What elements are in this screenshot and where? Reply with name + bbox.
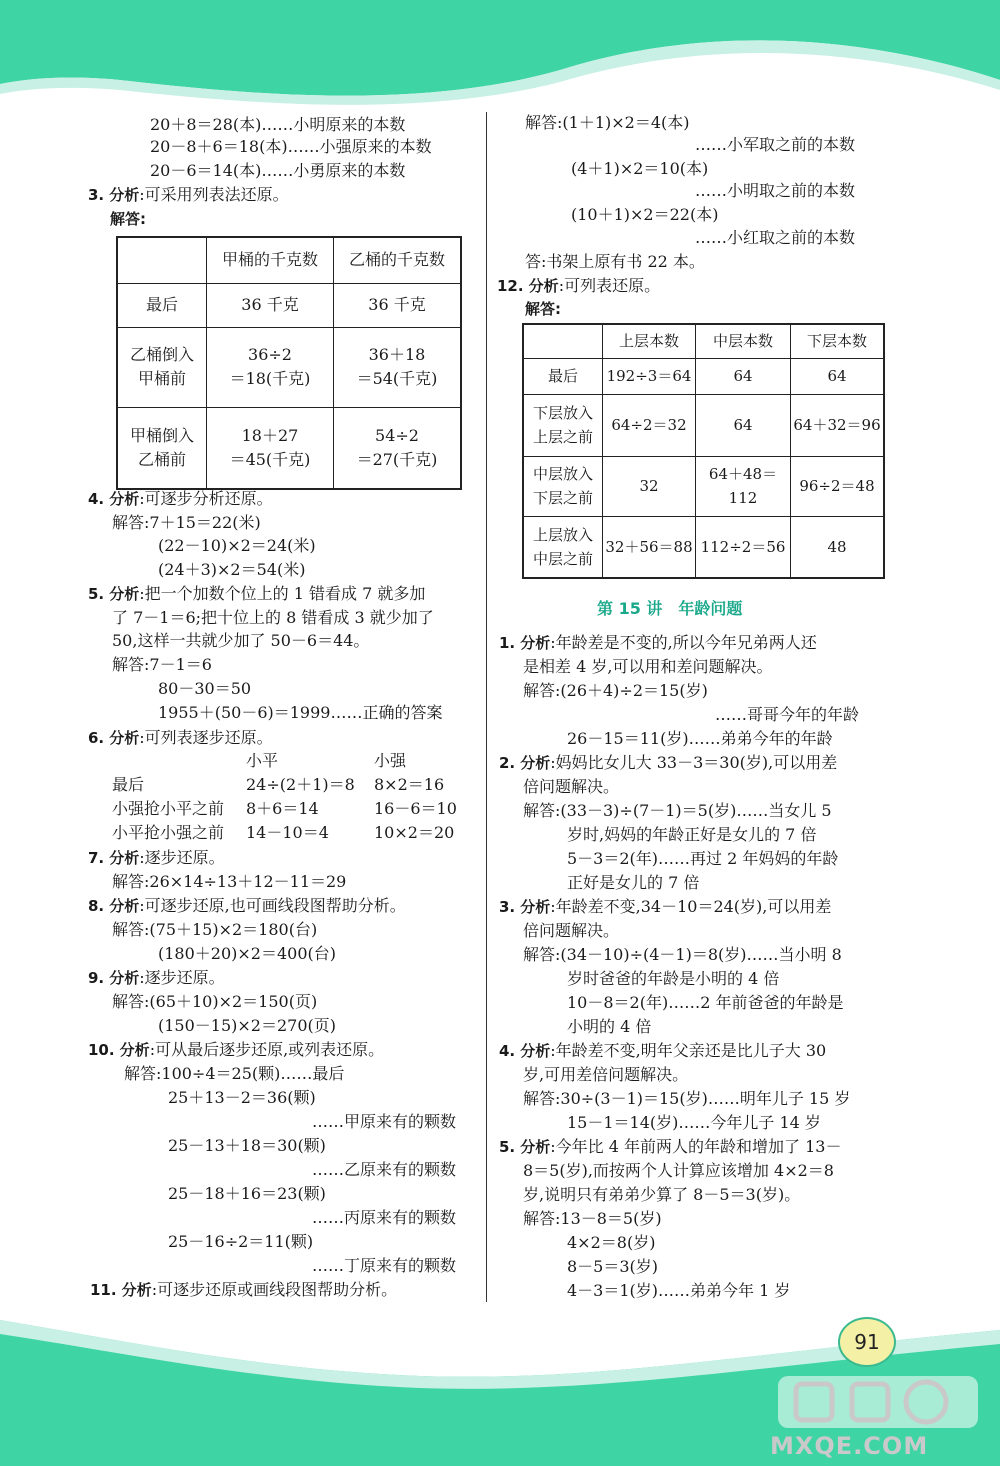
table-header: 乙桶的千克数 <box>334 237 462 283</box>
text-line: 20－8＋6＝18(本)……小强原来的本数 <box>150 137 432 156</box>
text-line: 岁时爸爸的年龄是小明的 4 倍 <box>567 969 780 988</box>
table-cell <box>523 516 603 578</box>
cell-line: ＝45(千克) <box>229 449 311 469</box>
text-line: 最后 <box>112 775 145 794</box>
text-line: 1955＋(50－6)＝1999……正确的答案 <box>158 703 443 722</box>
table-cell: 112÷2＝56 <box>696 516 791 578</box>
analysis-label: 分析 <box>119 1041 150 1059</box>
cell-line: 18＋27 <box>241 425 299 445</box>
problem-number: 8. <box>88 897 105 915</box>
text-line: 25－18＋16＝23(颗) <box>168 1184 326 1203</box>
question-2 <box>499 752 837 774</box>
text-line: 25－13＋18＝30(颗) <box>168 1136 326 1155</box>
table-cell: 64÷2＝32 <box>603 394 696 456</box>
text-line: 了 7－1＝6;把十位上的 8 错看成 3 就少加了 <box>112 608 434 627</box>
text-line: 岁,可用差倍问题解决。 <box>523 1065 689 1084</box>
text-line: 解答:(75＋15)×2＝180(台) <box>112 920 318 939</box>
answer-label-text: 解答: <box>110 210 146 228</box>
analysis-text: :可逐步还原,也可画线段图帮助分析。 <box>139 896 406 915</box>
analysis-label: 分析 <box>109 897 140 915</box>
analysis-text: :可列表还原。 <box>558 276 661 295</box>
analysis-text: :妈妈比女儿大 33－3＝30(岁),可以用差 <box>550 753 838 772</box>
problem-3 <box>88 184 289 206</box>
table-header: 上层本数 <box>603 324 696 358</box>
text-line: 25－16÷2＝11(颗) <box>168 1232 314 1251</box>
cell-line: 上层之前 <box>532 428 593 446</box>
analysis-label: 分析 <box>109 186 140 204</box>
text-line: 岁时,妈妈的年龄正好是女儿的 7 倍 <box>567 825 817 844</box>
table-cell: 64＋48＝112 <box>696 456 791 516</box>
analysis-label: 分析 <box>109 729 140 747</box>
shelf-table <box>522 323 885 579</box>
analysis-text: :年龄差是不变的,所以今年兄弟两人还 <box>550 633 817 652</box>
table-cell <box>117 327 207 407</box>
problem-12 <box>497 275 660 297</box>
cell-line: 36＋18 <box>368 345 426 364</box>
text-line: 解答:7－1＝6 <box>112 655 212 674</box>
text-line: 小平 <box>246 751 279 770</box>
cell-line: 中层之前 <box>532 549 593 568</box>
problem-number: 12. <box>497 277 524 295</box>
cell-line: 甲桶前 <box>137 369 186 388</box>
text-line: 20－6＝14(本)……小勇原来的本数 <box>150 161 406 180</box>
cell-line: ＝18(千克) <box>229 369 311 388</box>
text-line: 24÷(2＋1)＝8 <box>246 775 355 794</box>
table-cell <box>207 327 334 407</box>
problem-number: 2. <box>499 754 516 772</box>
text-line: 岁,说明只有弟弟少算了 8－5＝3(岁)。 <box>523 1185 801 1204</box>
bucket-table <box>116 236 462 490</box>
problem-6 <box>88 727 273 749</box>
cell-line: ＝27(千克) <box>356 449 438 469</box>
question-4 <box>499 1040 826 1062</box>
text-line: 解答:(65＋10)×2＝150(页) <box>112 992 318 1011</box>
problem-7 <box>88 847 225 869</box>
problem-11 <box>90 1279 397 1301</box>
analysis-label: 分析 <box>520 634 551 652</box>
text-line: 16－6＝10 <box>374 799 457 818</box>
text-line: 80－30＝50 <box>158 679 252 698</box>
analysis-label: 分析 <box>520 898 551 916</box>
table-cell <box>523 456 603 516</box>
table-cell: 64 <box>696 394 791 456</box>
text-line: 8×2＝16 <box>374 775 445 794</box>
problem-number: 3. <box>88 186 105 204</box>
analysis-label: 分析 <box>109 969 140 987</box>
problem-5 <box>88 583 425 605</box>
text-line: 解答:30÷(3－1)＝15(岁)……明年儿子 15 岁 <box>523 1089 851 1108</box>
text-line: 倍问题解决。 <box>523 777 620 796</box>
text-line: 20＋8＝28(本)……小明原来的本数 <box>150 115 406 134</box>
text-line: 是相差 4 岁,可以用和差问题解决。 <box>523 657 773 676</box>
lecture-heading: 第 15 讲 年龄问题 <box>597 599 743 618</box>
analysis-text: :逐步还原。 <box>139 968 225 987</box>
text-line: 小强抢小平之前 <box>112 799 225 818</box>
table-cell <box>523 394 603 456</box>
table-cell: 32 <box>603 456 696 516</box>
text-line: 25＋13－2＝36(颗) <box>168 1088 316 1107</box>
text-line: ……小红取之前的本数 <box>695 228 856 247</box>
analysis-label: 分析 <box>520 1138 551 1156</box>
cell-line: 乙桶倒入 <box>129 345 194 364</box>
text-line: (22－10)×2＝24(米) <box>158 536 316 555</box>
text-line: 50,这样一共就少加了 50－6＝44。 <box>112 631 370 650</box>
text-line: 答:书架上原有书 22 本。 <box>525 252 705 271</box>
text-line: 解答:(33－3)÷(7－1)＝5(岁)……当女儿 5 <box>523 801 832 820</box>
table-header: 甲桶的千克数 <box>207 237 334 283</box>
analysis-text: :年龄差不变,明年父亲还是比儿子大 30 <box>550 1041 827 1060</box>
text-line: 解答:26×14÷13＋12－11＝29 <box>112 872 347 891</box>
cell-line: 中层放入 <box>532 465 593 483</box>
cell-line: 36÷2 <box>248 345 292 364</box>
cell-line: 下层之前 <box>532 489 593 507</box>
table-cell <box>117 407 207 489</box>
table-cell <box>334 327 462 407</box>
question-1 <box>499 632 817 654</box>
analysis-text: :把一个加数个位上的 1 错看成 7 就多加 <box>139 584 426 603</box>
problem-number: 11. <box>90 1281 117 1299</box>
text-line: (4＋1)×2＝10(本) <box>571 159 709 178</box>
table-cell: 64 <box>791 358 885 394</box>
analysis-text: :年龄差不变,34－10＝24(岁),可以用差 <box>550 897 832 916</box>
watermark-text: MXQE.COM <box>770 1432 929 1460</box>
problem-number: 5. <box>499 1138 516 1156</box>
analysis-label: 分析 <box>528 277 559 295</box>
analysis-label: 分析 <box>109 585 140 603</box>
problem-number: 6. <box>88 729 105 747</box>
text-line: 倍问题解决。 <box>523 921 620 940</box>
problem-9 <box>88 967 225 989</box>
text-line: 正好是女儿的 7 倍 <box>567 873 700 892</box>
text-line: 4×2＝8(岁) <box>567 1233 656 1252</box>
question-5 <box>499 1136 841 1158</box>
text-line: ……小明取之前的本数 <box>695 181 856 200</box>
table-cell: 192÷3＝64 <box>603 358 696 394</box>
cell-line: 下层放入 <box>532 404 593 422</box>
text-line: (150－15)×2＝270(页) <box>158 1016 336 1035</box>
analysis-label: 分析 <box>520 754 551 772</box>
text-line: 解答:100÷4＝25(颗)……最后 <box>124 1064 345 1083</box>
analysis-label: 分析 <box>520 1042 551 1060</box>
problem-number: 4. <box>499 1042 516 1060</box>
top-wave-band <box>0 0 1000 110</box>
analysis-label: 分析 <box>109 849 140 867</box>
table-header <box>523 324 603 358</box>
table-header <box>117 237 207 283</box>
problem-8 <box>88 895 406 917</box>
answer-label-text: 解答: <box>525 300 561 318</box>
table-cell: 36 千克 <box>334 283 462 327</box>
table-cell: 最后 <box>117 283 207 327</box>
analysis-text: :可逐步分析还原。 <box>139 489 273 508</box>
text-line: ……丁原来有的颗数 <box>312 1256 457 1275</box>
text-line: 解答:(34－10)÷(4－1)＝8(岁)……当小明 8 <box>523 945 842 964</box>
table-cell <box>334 407 462 489</box>
column-divider <box>486 112 487 1302</box>
text-line: (10＋1)×2＝22(本) <box>571 205 719 224</box>
table-cell: 36 千克 <box>207 283 334 327</box>
text-line: 8＝5(岁),而按两个人计算应该增加 4×2＝8 <box>523 1161 834 1180</box>
analysis-text: :可从最后逐步还原,或列表还原。 <box>149 1040 385 1059</box>
table-cell <box>207 407 334 489</box>
problem-number: 9. <box>88 969 105 987</box>
analysis-text: :今年比 4 年前两人的年龄和增加了 13－ <box>550 1137 842 1156</box>
text-line: 小平抢小强之前 <box>112 823 225 842</box>
problem-number: 5. <box>88 585 105 603</box>
answer-label <box>110 208 146 230</box>
text-line: 小明的 4 倍 <box>567 1017 652 1036</box>
table-cell: 64 <box>696 358 791 394</box>
text-line: (180＋20)×2＝400(台) <box>158 944 336 963</box>
text-line: ……乙原来有的颗数 <box>312 1160 457 1179</box>
text-line: ……丙原来有的颗数 <box>312 1208 457 1227</box>
text-line: 5－3＝2(年)……再过 2 年妈妈的年龄 <box>567 849 839 868</box>
analysis-text: :可逐步还原或画线段图帮助分析。 <box>151 1280 398 1299</box>
table-cell: 64＋32＝96 <box>791 394 885 456</box>
text-line: 26－15＝11(岁)……弟弟今年的年龄 <box>567 729 833 748</box>
table-cell: 最后 <box>523 358 603 394</box>
table-cell: 96÷2＝48 <box>791 456 885 516</box>
text-line: 解答:7＋15＝22(米) <box>112 513 261 532</box>
cell-line: 甲桶倒入 <box>129 425 194 445</box>
cell-line: ＝54(千克) <box>356 369 438 388</box>
text-line: ……哥哥今年的年龄 <box>715 705 860 724</box>
text-line: 10－8＝2(年)……2 年前爸爸的年龄是 <box>567 993 844 1012</box>
text-line: 10×2＝20 <box>374 823 455 842</box>
text-line: 8－5＝3(岁) <box>567 1257 659 1276</box>
text-line: 15－1＝14(岁)……今年儿子 14 岁 <box>567 1113 821 1132</box>
text-line: 解答:(1＋1)×2＝4(本) <box>525 113 690 132</box>
problem-4 <box>88 488 273 510</box>
table-cell: 48 <box>791 516 885 578</box>
analysis-text: :可采用列表法还原。 <box>139 185 289 204</box>
cell-line: 乙桶前 <box>137 449 186 469</box>
problem-number: 7. <box>88 849 105 867</box>
text-line: ……小军取之前的本数 <box>695 135 856 154</box>
problem-number: 10. <box>88 1041 115 1059</box>
problem-number: 1. <box>499 634 516 652</box>
analysis-text: :逐步还原。 <box>139 848 225 867</box>
problem-10 <box>88 1039 384 1061</box>
cell-line: 54÷2 <box>375 425 419 445</box>
analysis-label: 分析 <box>109 490 140 508</box>
analysis-label: 分析 <box>121 1281 152 1299</box>
text-line: 8＋6＝14 <box>246 799 319 818</box>
table-header: 中层本数 <box>696 324 791 358</box>
text-line: (24＋3)×2＝54(米) <box>158 560 306 579</box>
analysis-text: :可列表逐步还原。 <box>139 728 273 747</box>
table-header: 下层本数 <box>791 324 885 358</box>
text-line: 14－10＝4 <box>246 823 329 842</box>
text-line: 解答:13－8＝5(岁) <box>523 1209 662 1228</box>
question-3 <box>499 896 831 918</box>
text-line: 4－3＝1(岁)……弟弟今年 1 岁 <box>567 1281 791 1300</box>
text-line: 小强 <box>374 751 407 770</box>
table-cell: 32＋56＝88 <box>603 516 696 578</box>
page-number: 91 <box>838 1317 896 1367</box>
problem-number: 3. <box>499 898 516 916</box>
text-line: 解答:(26＋4)÷2＝15(岁) <box>523 681 708 700</box>
problem-number: 4. <box>88 490 105 508</box>
answer-label <box>525 298 561 320</box>
text-line: ……甲原来有的颗数 <box>312 1112 457 1131</box>
cell-line: 上层放入 <box>532 525 593 544</box>
